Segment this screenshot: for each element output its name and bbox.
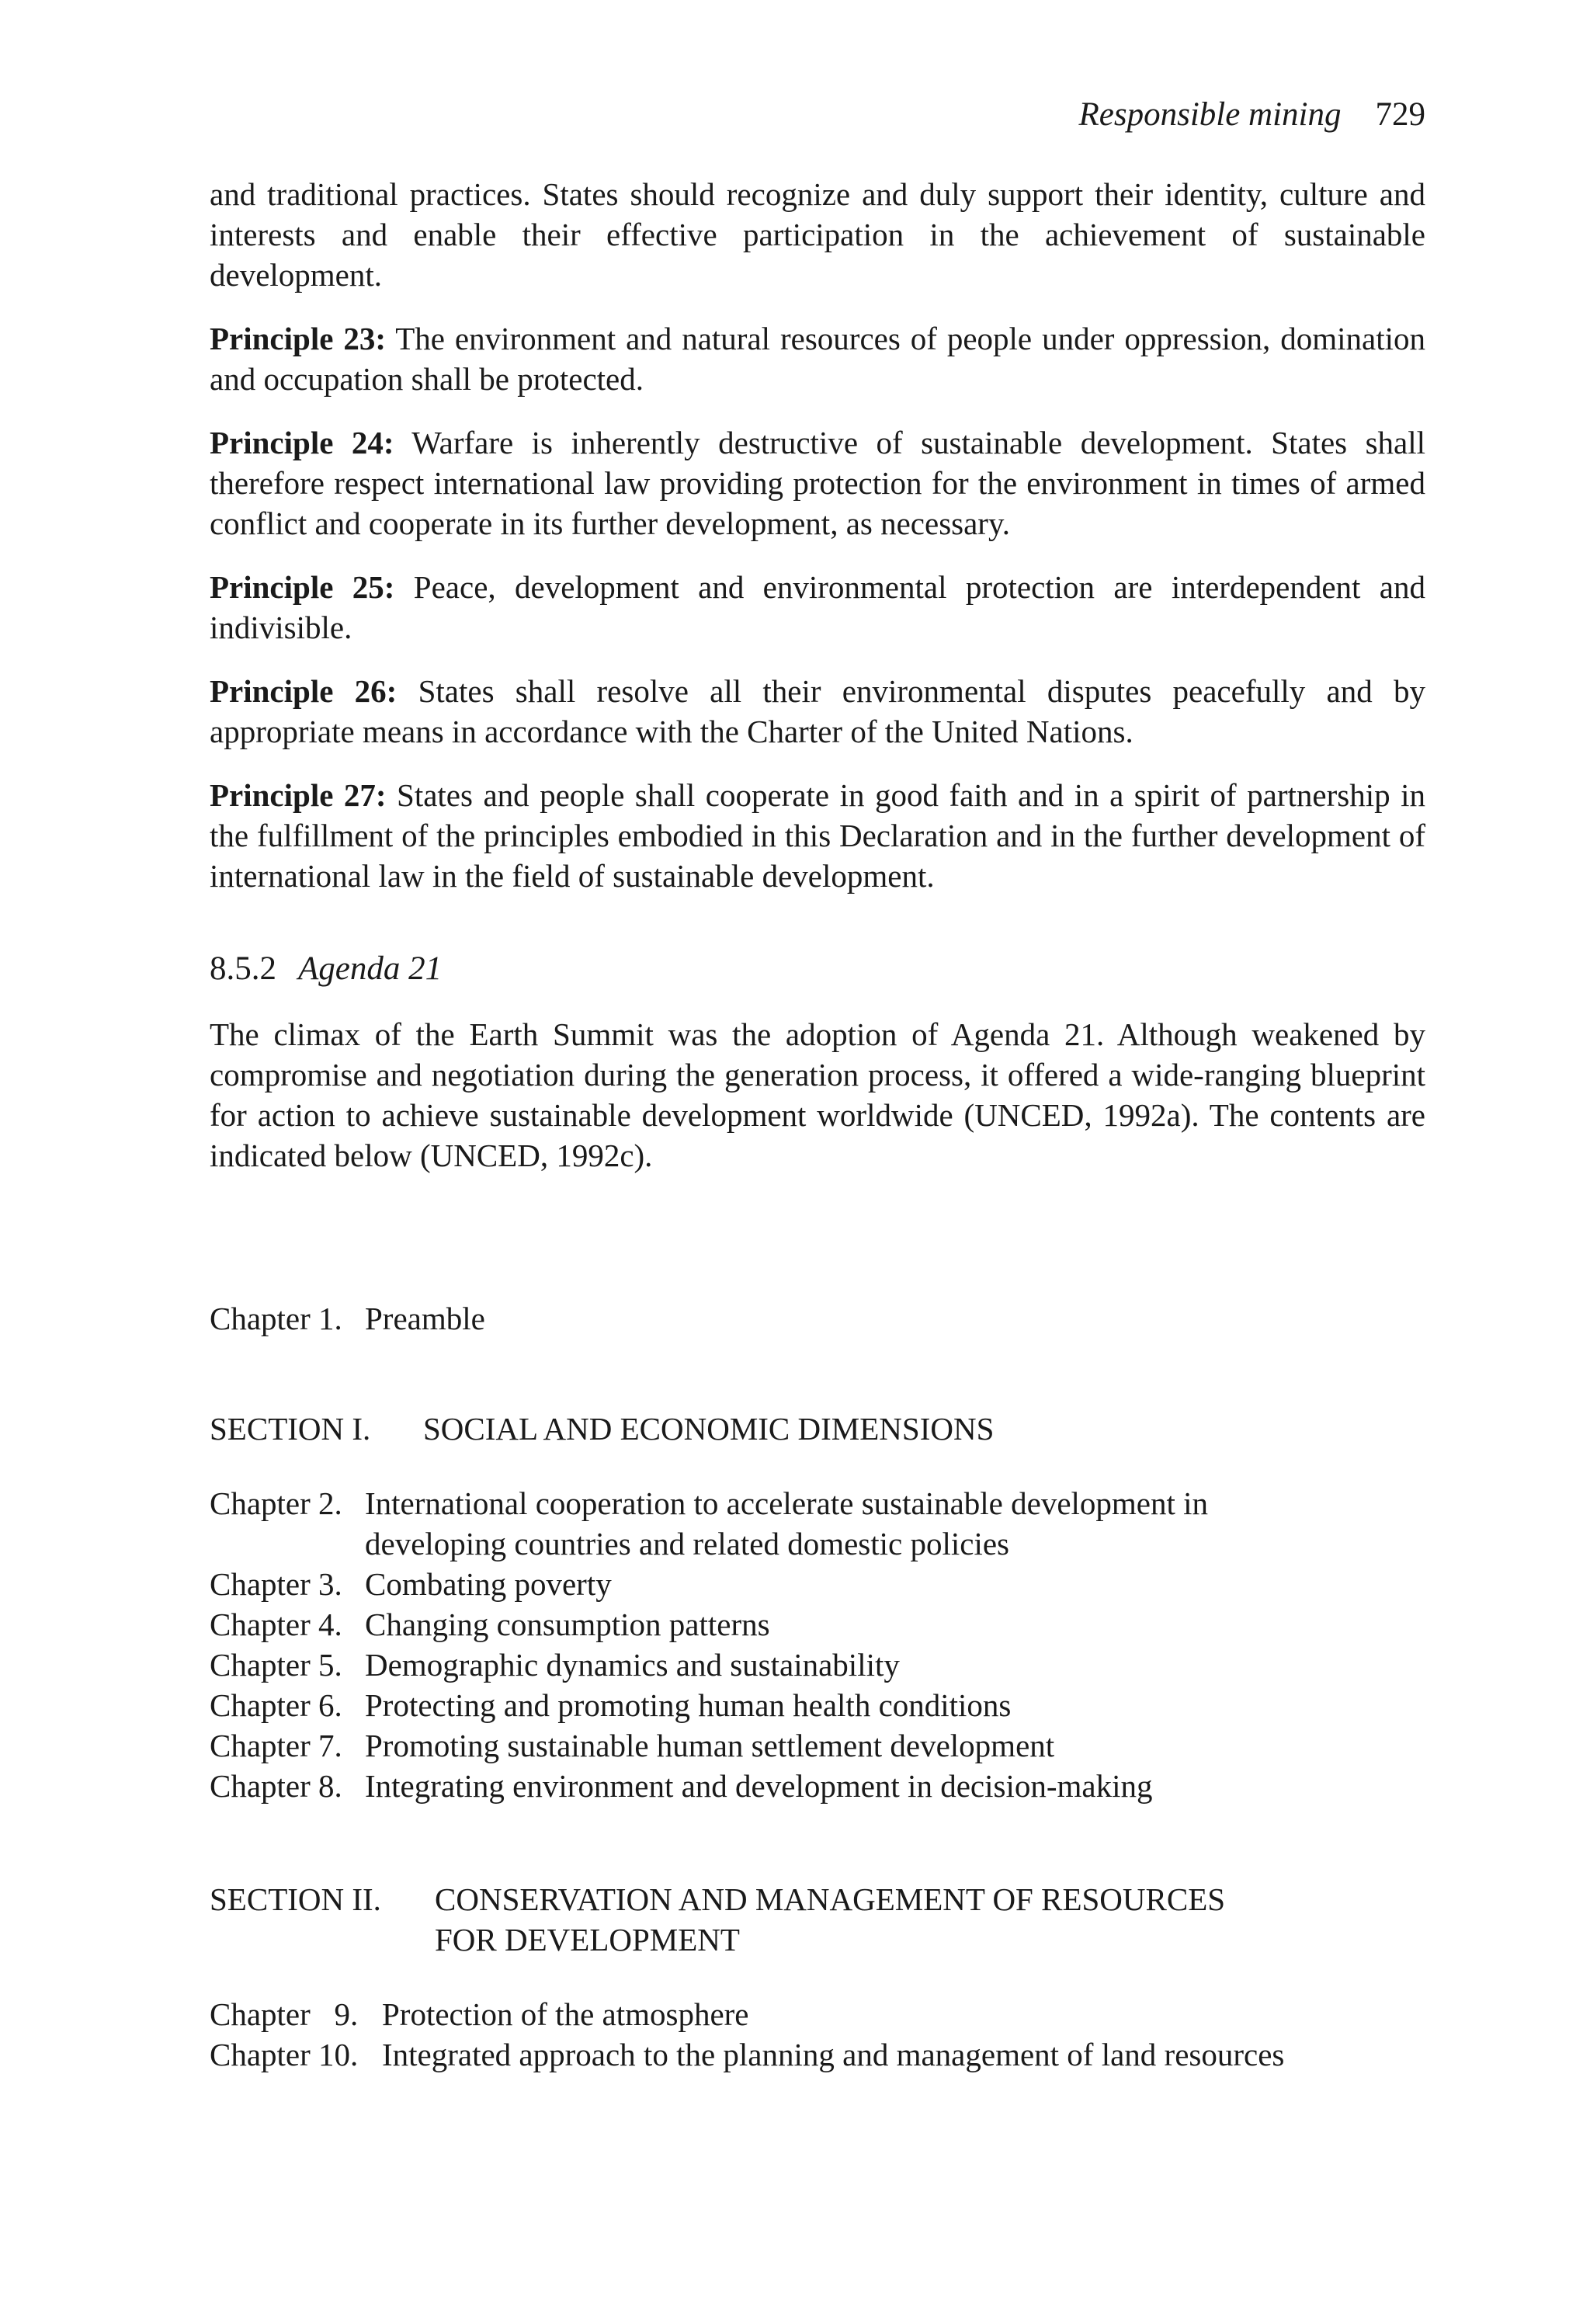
toc-chapter-5: [210, 1645, 900, 1685]
page-number: 729: [1375, 96, 1425, 133]
toc-chapter-label: Chapter 3.: [210, 1566, 342, 1602]
principle-24-label: Principle 24:: [210, 425, 394, 460]
toc-chapter-2: [210, 1483, 1208, 1523]
toc-chapter-6: [210, 1685, 1011, 1725]
principle-25-text: Peace, development and environmental protection are interdependent and indivisible.: [210, 569, 1425, 645]
principle-27-paragraph: [210, 775, 1425, 896]
principle-26-label: Principle 26:: [210, 673, 398, 709]
toc-chapter-title: International cooperation to accelerate sustainable development in: [365, 1485, 1209, 1521]
toc-chapter-2-continued: developing countries and related domestic policies: [365, 1526, 1009, 1561]
toc-chapter-4: [210, 1604, 770, 1645]
toc-chapter-title: Preamble: [365, 1301, 485, 1336]
toc-chapter-label: Chapter 5.: [210, 1647, 342, 1683]
toc-section-title: SOCIAL AND ECONOMIC DIMENSIONS: [423, 1411, 995, 1447]
section-heading: [210, 947, 442, 991]
section-heading-title: Agenda 21: [298, 950, 443, 987]
toc-section-title: CONSERVATION AND MANAGEMENT OF RESOURCES: [435, 1881, 1226, 1917]
toc-chapter-title: Protection of the atmosphere: [382, 1996, 749, 2032]
principle-25-label: Principle 25:: [210, 569, 395, 605]
toc-chapter-title: Promoting sustainable human settlement development: [365, 1728, 1055, 1763]
principle-26-text: States shall resolve all their environmental disputes peacefully and by appropriate means in accordance with the Charter of the United Nations.: [210, 673, 1425, 749]
toc-chapter-title: Integrating environment and development in decision-making: [365, 1768, 1153, 1804]
toc-chapter-label: Chapter 10.: [210, 2037, 359, 2072]
toc-chapter-1: [210, 1298, 485, 1339]
toc-chapter-10: [210, 2034, 1284, 2075]
principle-25-paragraph: [210, 567, 1425, 648]
agenda-paragraph: The climax of the Earth Summit was the adoption of Agenda 21. Although weakened by compromise and negotiation during the generation process, it offered a wide-ranging blueprint for action to achieve sustainable development worldwide (UNCED, 1992a). The contents are indicated below (UNCED, 1992c).: [210, 1016, 1425, 1173]
principle-26-paragraph: [210, 671, 1425, 752]
principle-24-text: Warfare is inherently destructive of sustainable development. States shall therefore respect international law providing protection for the environment in times of armed conflict and cooperate in its further development, as necessary.: [210, 425, 1425, 541]
toc-chapter-label: Chapter 6.: [210, 1687, 342, 1723]
principle-23-label: Principle 23:: [210, 321, 387, 356]
toc-chapter-label: Chapter 1.: [210, 1301, 342, 1336]
toc-section-1: [210, 1409, 994, 1449]
section-heading-number: 8.5.2: [210, 950, 276, 987]
continuation-paragraph: and traditional practices. States should recognize and duly support their identity, culture and interests and enable their effective participation in the achievement of sustainable development.: [210, 176, 1425, 293]
principle-27-text: States and people shall cooperate in good faith and in a spirit of partnership in the fulfillment of the principles embodied in this Declaration and in the further development of international law in the field of sustainable development.: [210, 777, 1425, 894]
running-head-title: Responsible mining: [1078, 96, 1342, 133]
toc-chapter-title: Integrated approach to the planning and management of land resources: [382, 2037, 1285, 2072]
toc-chapter-label: Chapter 7.: [210, 1728, 342, 1763]
running-head: [1079, 92, 1426, 138]
toc-chapter-label: Chapter 4.: [210, 1607, 342, 1642]
toc-section-label: SECTION II.: [210, 1881, 381, 1917]
principle-23-text: The environment and natural resources of people under oppression, domination and occupation shall be protected.: [210, 321, 1425, 397]
principle-27-label: Principle 27:: [210, 777, 387, 813]
toc-section-2: [210, 1879, 1225, 1919]
toc-chapter-7: [210, 1725, 1054, 1766]
toc-chapter-label: Chapter 2.: [210, 1485, 342, 1521]
principle-24-paragraph: [210, 422, 1425, 544]
principle-23-paragraph: [210, 318, 1425, 399]
toc-chapter-label: Chapter 9.: [210, 1996, 359, 2032]
toc-chapter-title: Combating poverty: [365, 1566, 612, 1602]
toc-chapter-label: Chapter 8.: [210, 1768, 342, 1804]
toc-chapter-title: Changing consumption patterns: [365, 1607, 770, 1642]
toc-chapter-3: [210, 1564, 612, 1604]
toc-section-2-continued: FOR DEVELOPMENT: [435, 1922, 740, 1958]
toc-chapter-9: [210, 1994, 749, 2034]
toc-chapter-8: [210, 1766, 1152, 1806]
toc-section-label: SECTION I.: [210, 1411, 371, 1447]
toc-chapter-title: Protecting and promoting human health conditions: [365, 1687, 1012, 1723]
toc-chapter-title: Demographic dynamics and sustainability: [365, 1647, 900, 1683]
